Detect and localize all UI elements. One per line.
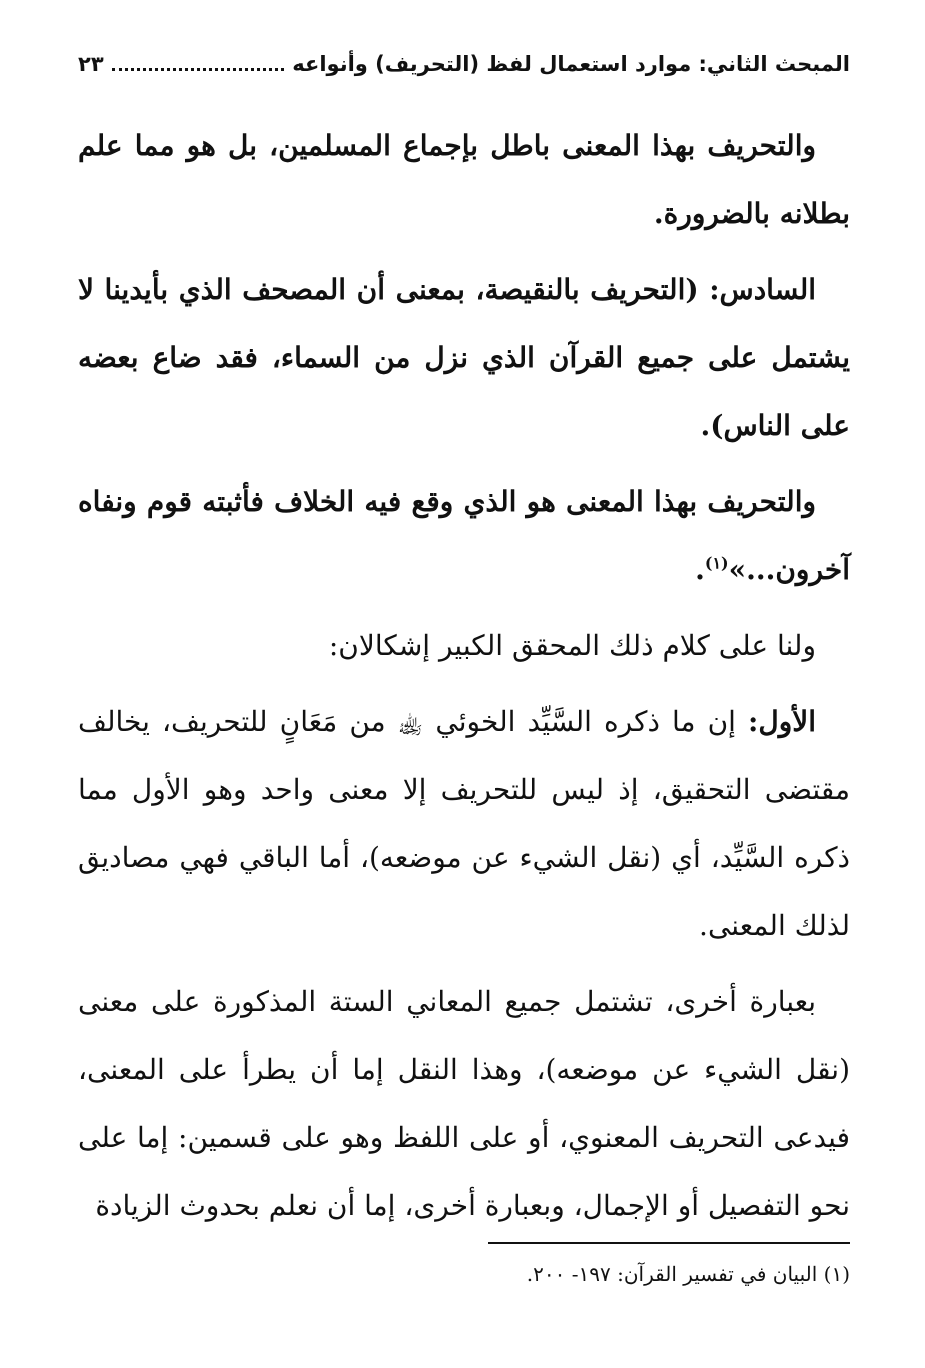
paragraph-4: ولنا على كلام ذلك المحقق الكبير إشكالان: xyxy=(328,629,816,662)
header-dot-leader xyxy=(112,68,285,71)
paragraph-5-text: إن ما ذكره السَّيِّد الخوئي ﵀ من مَعَانٍ للتحريف، يخالف مقتضى التحقيق، إذ ليس للتحريف إلا معنى واحد وهو الأول مما ذكره السَّيِّد، أي (نقل الشيء عن موضعه)، أما الباقي فهي مصاديق لذلك المعنى. xyxy=(78,705,850,942)
paragraph-5-lead: الأول: xyxy=(748,705,816,738)
paragraph-3-text: والتحريف بهذا المعنى هو الذي وقع فيه الخلاف فأثبته قوم ونفاه آخرون...» xyxy=(78,485,850,586)
paragraph-3 xyxy=(78,468,850,604)
footnote-reference: (١) xyxy=(704,553,729,573)
paragraph-2: السادس: (التحريف بالنقيصة، بمعنى أن المصحف الذي بأيدينا لا يشتمل على جميع القرآن الذي نزل من السماء، فقد ضاع بعضه على الناس). xyxy=(78,273,850,442)
paragraph-1: والتحريف بهذا المعنى باطل بإجماع المسلمين، بل هو مما علم بطلانه بالضرورة. xyxy=(78,129,850,230)
running-header xyxy=(78,44,850,84)
footnote-separator xyxy=(488,1242,850,1244)
header-title: المبحث الثاني: موارد استعمال لفظ (التحريف) وأنواعه xyxy=(292,52,850,76)
page-number: ٢٣ xyxy=(78,52,104,76)
page-body xyxy=(78,112,850,1240)
paragraph-3-end: . xyxy=(695,553,705,586)
footnote: (١) البيان في تفسير القرآن: ١٩٧- ٢٠٠. xyxy=(526,1262,850,1286)
paragraph-6: بعبارة أخرى، تشتمل جميع المعاني الستة المذكورة على معنى (نقل الشيء عن موضعه)، وهذا النقل إما أن يطرأ على المعنى، فيدعى التحريف المعنوي، أو على اللفظ وهو على قسمين: إما على نحو التفصيل أو الإجمال، وبعبارة أخرى، إما أن نعلم بحدوث الزيادة xyxy=(78,985,850,1222)
paragraph-5 xyxy=(78,688,850,960)
